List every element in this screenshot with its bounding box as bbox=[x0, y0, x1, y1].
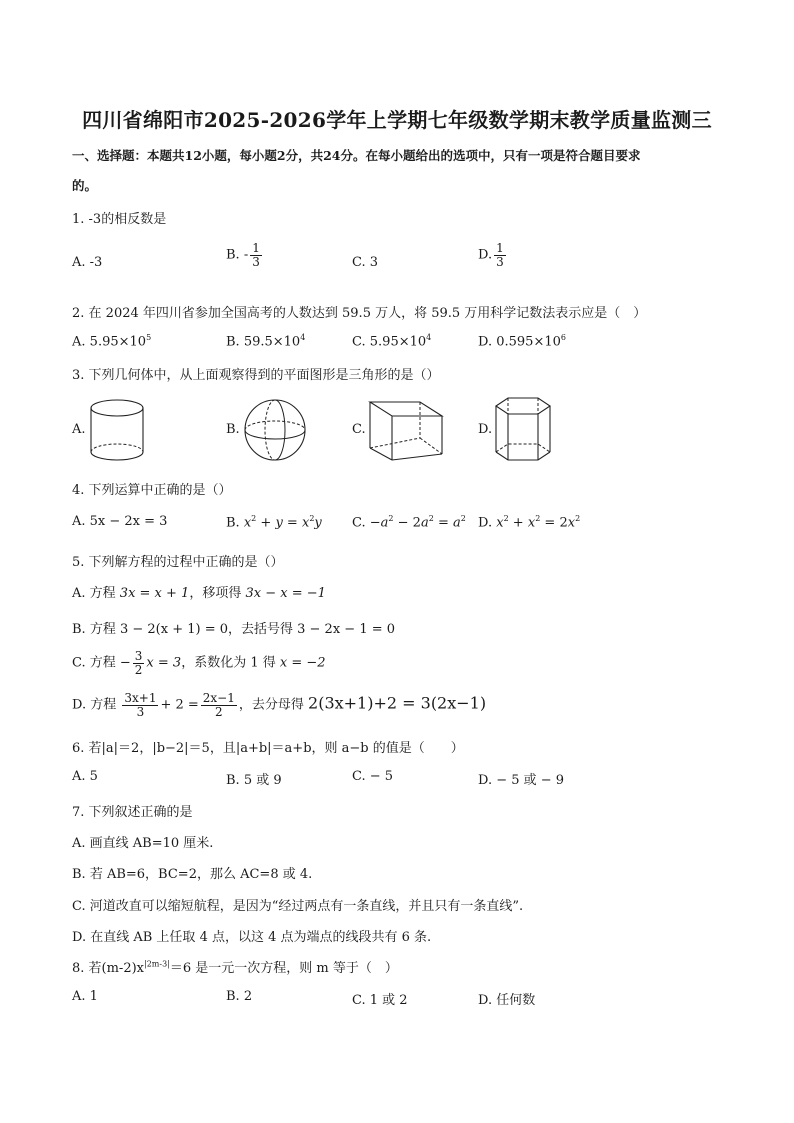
hexagonal-prism-figure bbox=[492, 394, 556, 466]
q5-d-den1: 3 bbox=[136, 704, 145, 719]
q2-b-base: 59.5×10 bbox=[243, 334, 301, 350]
q1-d-num: 1 bbox=[496, 241, 504, 255]
q1-b-num: 1 bbox=[252, 241, 260, 255]
q5-c-den: 2 bbox=[134, 662, 143, 677]
q2-d-label: D. bbox=[478, 334, 493, 350]
q2-c-base: 5.95×10 bbox=[369, 334, 427, 350]
q6-option-d: D. − 5 或 − 9 bbox=[478, 773, 565, 788]
q4-d-label: D. bbox=[478, 515, 493, 531]
sphere-figure bbox=[240, 398, 310, 462]
question-7-stem: 7. 下列叙述正确的是 bbox=[72, 805, 193, 820]
q2-option-c bbox=[352, 333, 431, 349]
question-6-stem: 6. 若|a|＝2，|b−2|＝5，且|a+b|＝a+b，则 a−b 的值是（ ） bbox=[72, 741, 464, 756]
q7-option-a: A. 画直线 AB=10 厘米. bbox=[72, 836, 214, 851]
q8-option-c: C. 1 或 2 bbox=[352, 993, 408, 1008]
q4-option-c: C. $-a^2 - 2a^2 = a^2$ bbox=[352, 514, 466, 531]
q5-b-mid: ，去括号得 bbox=[227, 622, 298, 637]
q5-d-plus: + 2 = bbox=[160, 697, 199, 713]
question-1-stem: 1. -3的相反数是 bbox=[72, 212, 167, 227]
q1-option-d bbox=[478, 242, 508, 268]
q5-a-eq2: 3x − x = −1 bbox=[245, 586, 326, 601]
q2-b-label: B. bbox=[226, 334, 240, 350]
q5-c-mid: ，系数化为 1 得 bbox=[181, 655, 280, 671]
q5-b-eq2: 3 − 2x − 1 = 0 bbox=[297, 622, 396, 637]
q1-option-a: A. -3 bbox=[72, 255, 103, 270]
q5-b-eq1: 3 − 2(x + 1) = 0 bbox=[119, 622, 228, 637]
q3-option-a-label: A. bbox=[72, 422, 86, 437]
q5-c-num: 3 bbox=[134, 649, 143, 663]
section-heading-cont: 的。 bbox=[72, 178, 98, 193]
q5-b-pre: B. 方程 bbox=[72, 622, 120, 637]
page-title: 四川省绵阳市2025-2026学年上学期七年级数学期末教学质量监测三 bbox=[82, 108, 712, 132]
q5-d-den2: 2 bbox=[215, 704, 223, 719]
q8-option-d: D. 任何数 bbox=[478, 993, 536, 1008]
q5-c-res: x = −2 bbox=[279, 655, 326, 671]
q8-stem-pre: 8. 若(m-2)x bbox=[72, 961, 145, 976]
q3-option-b-label: B. bbox=[226, 422, 240, 437]
q2-option-d bbox=[478, 333, 566, 349]
triangular-prism-figure bbox=[366, 398, 446, 464]
q5-option-b bbox=[72, 618, 395, 637]
q2-d-exp: 6 bbox=[560, 333, 566, 342]
question-2-stem: 2. 在 2024 年四川省参加全国高考的人数达到 59.5 万人，将 59.5 万用科学记数法表示应是（ ） bbox=[72, 306, 647, 321]
q7-option-b: B. 若 AB=6，BC=2，那么 AC=8 或 4. bbox=[72, 867, 313, 882]
q5-d-mid: ，去分母得 bbox=[238, 697, 309, 713]
q5-d-num2: 2x−1 bbox=[202, 691, 235, 705]
question-8-stem bbox=[72, 957, 398, 976]
q7-option-d: D. 在直线 AB 上任取 4 点，以这 4 点为端点的线段共有 6 条. bbox=[72, 930, 432, 945]
q1-d-label: D. bbox=[478, 247, 493, 263]
q5-d-res: 2(3x+1)+2 = 3(2x−1) bbox=[308, 693, 487, 713]
q5-option-c bbox=[72, 650, 326, 676]
q1-option-b bbox=[226, 242, 264, 268]
q5-option-d bbox=[72, 692, 486, 718]
q2-option-b bbox=[226, 333, 305, 349]
q1-b-sign: B. - bbox=[226, 247, 249, 263]
q5-option-a bbox=[72, 582, 326, 601]
q1-option-c: C. 3 bbox=[352, 255, 379, 270]
q5-a-mid: ，移项得 bbox=[189, 586, 246, 601]
q5-d-num1: 3x+1 bbox=[124, 691, 157, 705]
q2-b-exp: 4 bbox=[300, 333, 306, 342]
q4-c-label: C. bbox=[352, 515, 366, 531]
q2-a-base: 5.95×10 bbox=[89, 334, 147, 350]
q6-option-a: A. 5 bbox=[72, 769, 98, 784]
section-heading: 一、选择题：本题共12小题，每小题2分，共24分。在每小题给出的选项中，只有一项是符合题目要求 bbox=[72, 148, 641, 163]
q3-option-d-label: D. bbox=[478, 422, 493, 437]
q2-a-exp: 5 bbox=[146, 333, 152, 342]
q3-option-c-label: C. bbox=[352, 422, 366, 437]
question-5-stem: 5. 下列解方程的过程中正确的是（） bbox=[72, 555, 284, 570]
q4-option-d: D. $x^2 + x^2 = 2x^2$ bbox=[478, 514, 581, 531]
q8-option-b: B. 2 bbox=[226, 989, 253, 1004]
q6-option-b: B. 5 或 9 bbox=[226, 773, 282, 788]
q8-option-a: A. 1 bbox=[72, 989, 98, 1004]
q8-stem-exp: |2m-3| bbox=[144, 959, 170, 969]
q2-a-label: A. bbox=[72, 334, 86, 350]
q2-d-base: 0.595×10 bbox=[496, 334, 561, 350]
q2-c-label: C. bbox=[352, 334, 366, 350]
q5-a-pre: A. 方程 bbox=[72, 586, 120, 601]
q7-option-c: C. 河道改直可以缩短航程，是因为“经过两点有一条直线，并且只有一条直线”. bbox=[72, 899, 524, 914]
q5-d-pre: D. 方程 bbox=[72, 697, 121, 713]
question-3-stem: 3. 下列几何体中，从上面观察得到的平面图形是三角形的是（） bbox=[72, 368, 440, 383]
q1-d-den: 3 bbox=[496, 254, 504, 269]
q5-c-eq: x = 3 bbox=[146, 655, 182, 671]
q5-a-eq1: 3x = x + 1 bbox=[119, 586, 190, 601]
q4-option-a: A. 5x − 2x = 3 bbox=[72, 514, 168, 529]
q4-option-b: B. $x^2 + y = x^2y$ bbox=[226, 514, 322, 531]
cylinder-figure bbox=[86, 396, 148, 464]
q8-stem-post: ＝6 是一元一次方程，则 m 等于（ ） bbox=[169, 961, 398, 976]
q4-b-label: B. bbox=[226, 515, 240, 531]
question-4-stem: 4. 下列运算中正确的是（） bbox=[72, 483, 232, 498]
q2-c-exp: 4 bbox=[426, 333, 432, 342]
q6-option-c: C. − 5 bbox=[352, 769, 394, 784]
q1-b-den: 3 bbox=[252, 254, 260, 269]
q5-c-pre: C. 方程 − bbox=[72, 655, 131, 671]
q2-option-a bbox=[72, 333, 151, 349]
